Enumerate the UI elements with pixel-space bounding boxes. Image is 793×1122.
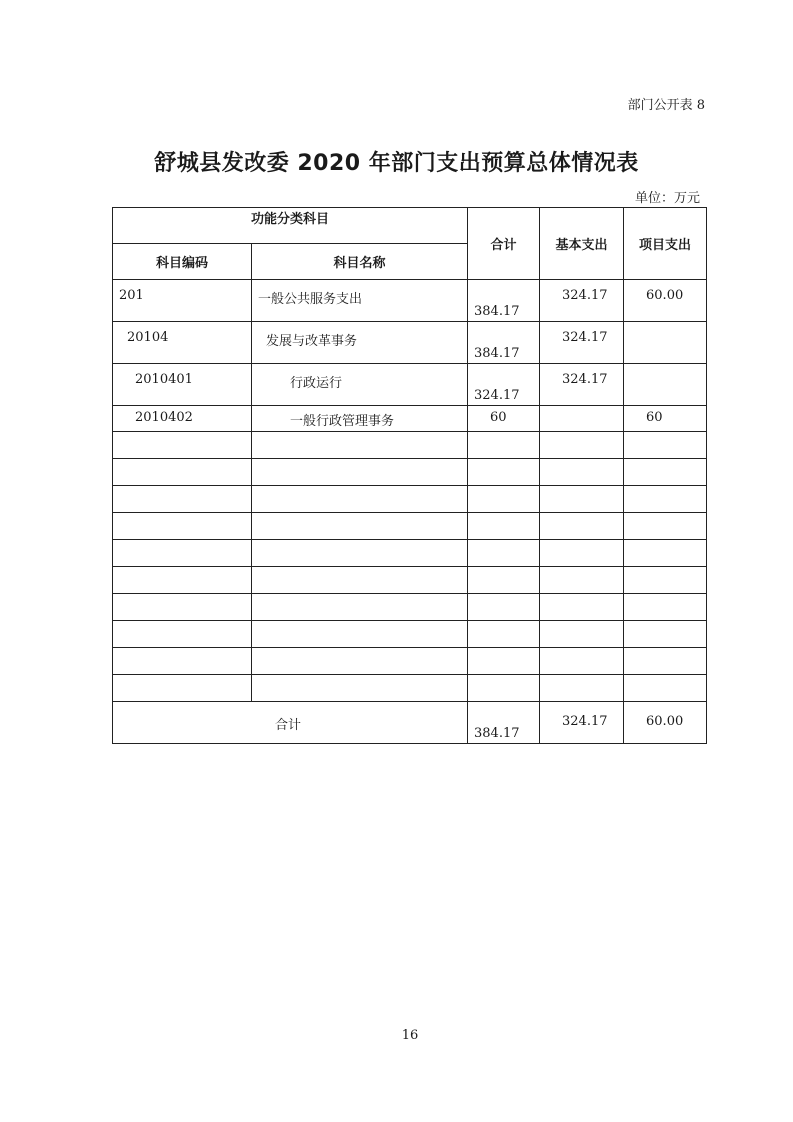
header-basic (540, 208, 624, 280)
cell-total: 324.17 (468, 364, 540, 406)
empty-cell (252, 567, 468, 594)
cell-total: 384.17 (468, 322, 540, 364)
header-name (252, 244, 468, 280)
cell-total: 60 (468, 406, 540, 432)
empty-cell (468, 567, 540, 594)
empty-cell (113, 540, 252, 567)
cell-project (624, 364, 707, 406)
group-header-label: 功能分类科目 (251, 212, 330, 227)
header-basic-label: 基本支出 (555, 238, 608, 253)
header-row-1 (113, 208, 707, 244)
header-total-label: 合计 (490, 238, 517, 253)
cell-basic: 324.17 (540, 280, 624, 322)
empty-cell (113, 675, 252, 702)
empty-row (113, 540, 707, 567)
empty-cell (624, 540, 707, 567)
total-label: 合计 (275, 718, 302, 733)
total-row (113, 702, 707, 744)
table-row (113, 322, 707, 364)
empty-cell (624, 621, 707, 648)
empty-cell (540, 486, 624, 513)
empty-cell (540, 675, 624, 702)
empty-row (113, 432, 707, 459)
cell-project: 60 (624, 406, 707, 432)
cell-basic (540, 406, 624, 432)
empty-cell (540, 459, 624, 486)
empty-cell (468, 621, 540, 648)
empty-cell (540, 432, 624, 459)
page-number: 16 (401, 1028, 419, 1043)
budget-table (112, 207, 707, 744)
empty-cell (252, 675, 468, 702)
empty-cell (540, 540, 624, 567)
total-total-cell: 384.17 (468, 702, 540, 744)
empty-cell (624, 594, 707, 621)
empty-row (113, 513, 707, 540)
empty-cell (252, 621, 468, 648)
empty-row (113, 594, 707, 621)
group-header (113, 208, 468, 244)
empty-cell (468, 594, 540, 621)
empty-cell (468, 513, 540, 540)
cell-basic: 324.17 (540, 364, 624, 406)
empty-cell (252, 459, 468, 486)
table-row (113, 280, 707, 322)
empty-cell (468, 459, 540, 486)
empty-cell (252, 594, 468, 621)
empty-cell (624, 567, 707, 594)
total-basic-cell: 324.17 (540, 702, 624, 744)
empty-cell (540, 621, 624, 648)
empty-cell (624, 513, 707, 540)
empty-cell (113, 432, 252, 459)
table-row (113, 406, 707, 432)
cell-code: 20104 (113, 322, 252, 364)
cell-code: 2010401 (113, 364, 252, 406)
cell-project (624, 322, 707, 364)
empty-row (113, 621, 707, 648)
empty-row (113, 675, 707, 702)
table-row (113, 364, 707, 406)
empty-cell (113, 486, 252, 513)
unit-label: 单位：万元 (634, 191, 700, 206)
empty-cell (468, 432, 540, 459)
empty-cell (113, 513, 252, 540)
empty-cell (540, 513, 624, 540)
empty-cell (624, 648, 707, 675)
header-code (113, 244, 252, 280)
cell-code: 2010402 (113, 406, 252, 432)
header-total (468, 208, 540, 280)
cell-code: 201 (113, 280, 252, 322)
header-name-label: 科目名称 (333, 256, 386, 271)
empty-row (113, 459, 707, 486)
empty-cell (624, 675, 707, 702)
total-label-cell (113, 702, 468, 744)
empty-cell (252, 432, 468, 459)
header-code-label: 科目编码 (155, 256, 208, 271)
page-title: 舒城县发改委 2020 年部门支出预算总体情况表 (154, 151, 639, 176)
cell-name: 一般公共服务支出 (252, 280, 468, 322)
empty-cell (468, 675, 540, 702)
total-project-cell: 60.00 (624, 702, 707, 744)
empty-cell (252, 486, 468, 513)
empty-cell (540, 567, 624, 594)
empty-cell (113, 594, 252, 621)
header-project (624, 208, 707, 280)
empty-cell (113, 648, 252, 675)
empty-row (113, 486, 707, 513)
empty-cell (468, 486, 540, 513)
empty-cell (624, 432, 707, 459)
header-project-label: 项目支出 (639, 238, 692, 253)
cell-total: 384.17 (468, 280, 540, 322)
empty-cell (113, 459, 252, 486)
empty-cell (113, 621, 252, 648)
cell-name: 一般行政管理事务 (252, 406, 468, 432)
empty-row (113, 648, 707, 675)
empty-cell (624, 459, 707, 486)
cell-name: 行政运行 (252, 364, 468, 406)
empty-cell (113, 567, 252, 594)
cell-name: 发展与改革事务 (252, 322, 468, 364)
cell-basic: 324.17 (540, 322, 624, 364)
empty-cell (624, 486, 707, 513)
empty-row (113, 567, 707, 594)
form-number: 部门公开表 8 (627, 98, 705, 113)
empty-cell (252, 648, 468, 675)
empty-cell (252, 513, 468, 540)
empty-cell (468, 648, 540, 675)
cell-project: 60.00 (624, 280, 707, 322)
empty-cell (252, 540, 468, 567)
empty-cell (540, 648, 624, 675)
empty-cell (540, 594, 624, 621)
empty-cell (468, 540, 540, 567)
